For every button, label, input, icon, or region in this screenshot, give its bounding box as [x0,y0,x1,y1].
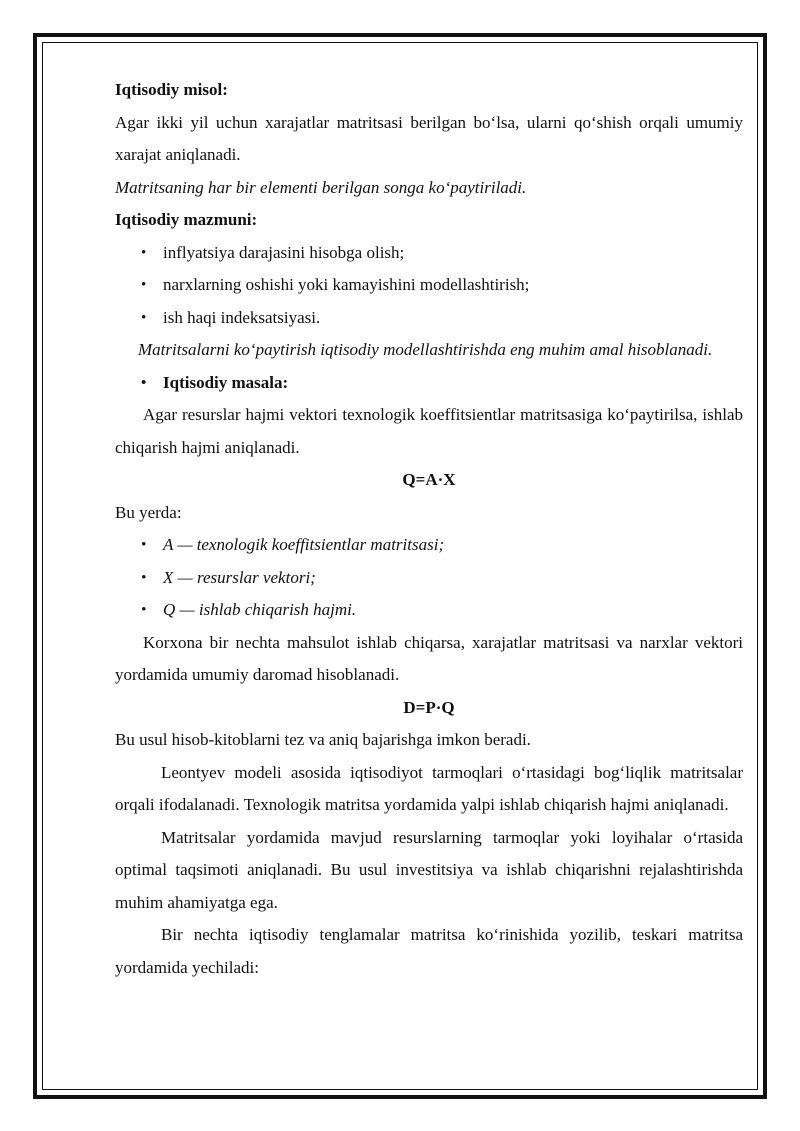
where-label: Bu yerda: [115,502,182,522]
paragraph-resources: Matritsalar yordamida mavjud resurslarning tarmoqlar yoki loyihalar o‘rtasida optimal taqsimoti aniqlanadi. Bu usul investitsiya va ishlab chiqarishni rejalashtirishda muhim ahamiyatga ega. [115,827,743,912]
paragraph-task: Agar resurslar hajmi vektori texnologik koeffitsientlar matritsasiga ko‘paytirilsa, ishlab chiqarish hajmi aniqlanadi. [115,405,743,457]
task-list [115,367,743,400]
definition-item: • X — resurslar vektori; [115,562,743,595]
paragraph-leontyev: Leontyev modeli asosida iqtisodiyot tarmoqlari o‘rtasidagi bog‘liqlik matritsalar orqali ifodalanadi. Texnologik matritsa yordamida yalpi ishlab chiqarish hajmi aniqlanadi. [115,762,743,814]
paragraph-example: Agar ikki yil uchun xarajatlar matritsasi berilgan bo‘lsa, ularni qo‘shish orqali umumiy xarajat aniqlanadi. [115,112,743,164]
paragraph-revenue: Korxona bir nechta mahsulot ishlab chiqarsa, xarajatlar matritsasi va narxlar vektori yordamida umumiy daromad hisoblanadi. [115,632,743,684]
content-list [115,237,743,335]
note-italic: Matritsalarni ko‘paytirish iqtisodiy modellashtirishda eng muhim amal hisoblanadi. [138,340,713,359]
definition-item: • A — texnologik koeffitsientlar matritsasi; [115,529,743,562]
formula-q: Q=A·X [402,470,456,489]
list-item: • inflyatsiya darajasini hisobga olish; [115,237,743,270]
paragraph-method: Bu usul hisob-kitoblarni tez va aniq bajarishga imkon beradi. [115,730,531,749]
list-item: • narxlarning oshishi yoki kamayishini modellashtirish; [115,269,743,302]
heading-content: Iqtisodiy mazmuni: [115,210,258,229]
list-item: • ish haqi indeksatsiyasi. [115,302,743,335]
task-heading: • Iqtisodiy masala: [115,367,743,400]
definitions-list [115,529,743,627]
paragraph-example-italic: Matritsaning har bir elementi berilgan songa ko‘paytiriladi. [115,177,527,197]
page-content [115,74,743,984]
paragraph-equations: Bir nechta iqtisodiy tenglamalar matritsa ko‘rinishida yozilib, teskari matritsa yordamida yechiladi: [115,925,743,977]
formula-d: D=P·Q [403,697,455,717]
heading-example: Iqtisodiy misol: [115,80,228,99]
definition-item: • Q — ishlab chiqarish hajmi. [115,594,743,627]
